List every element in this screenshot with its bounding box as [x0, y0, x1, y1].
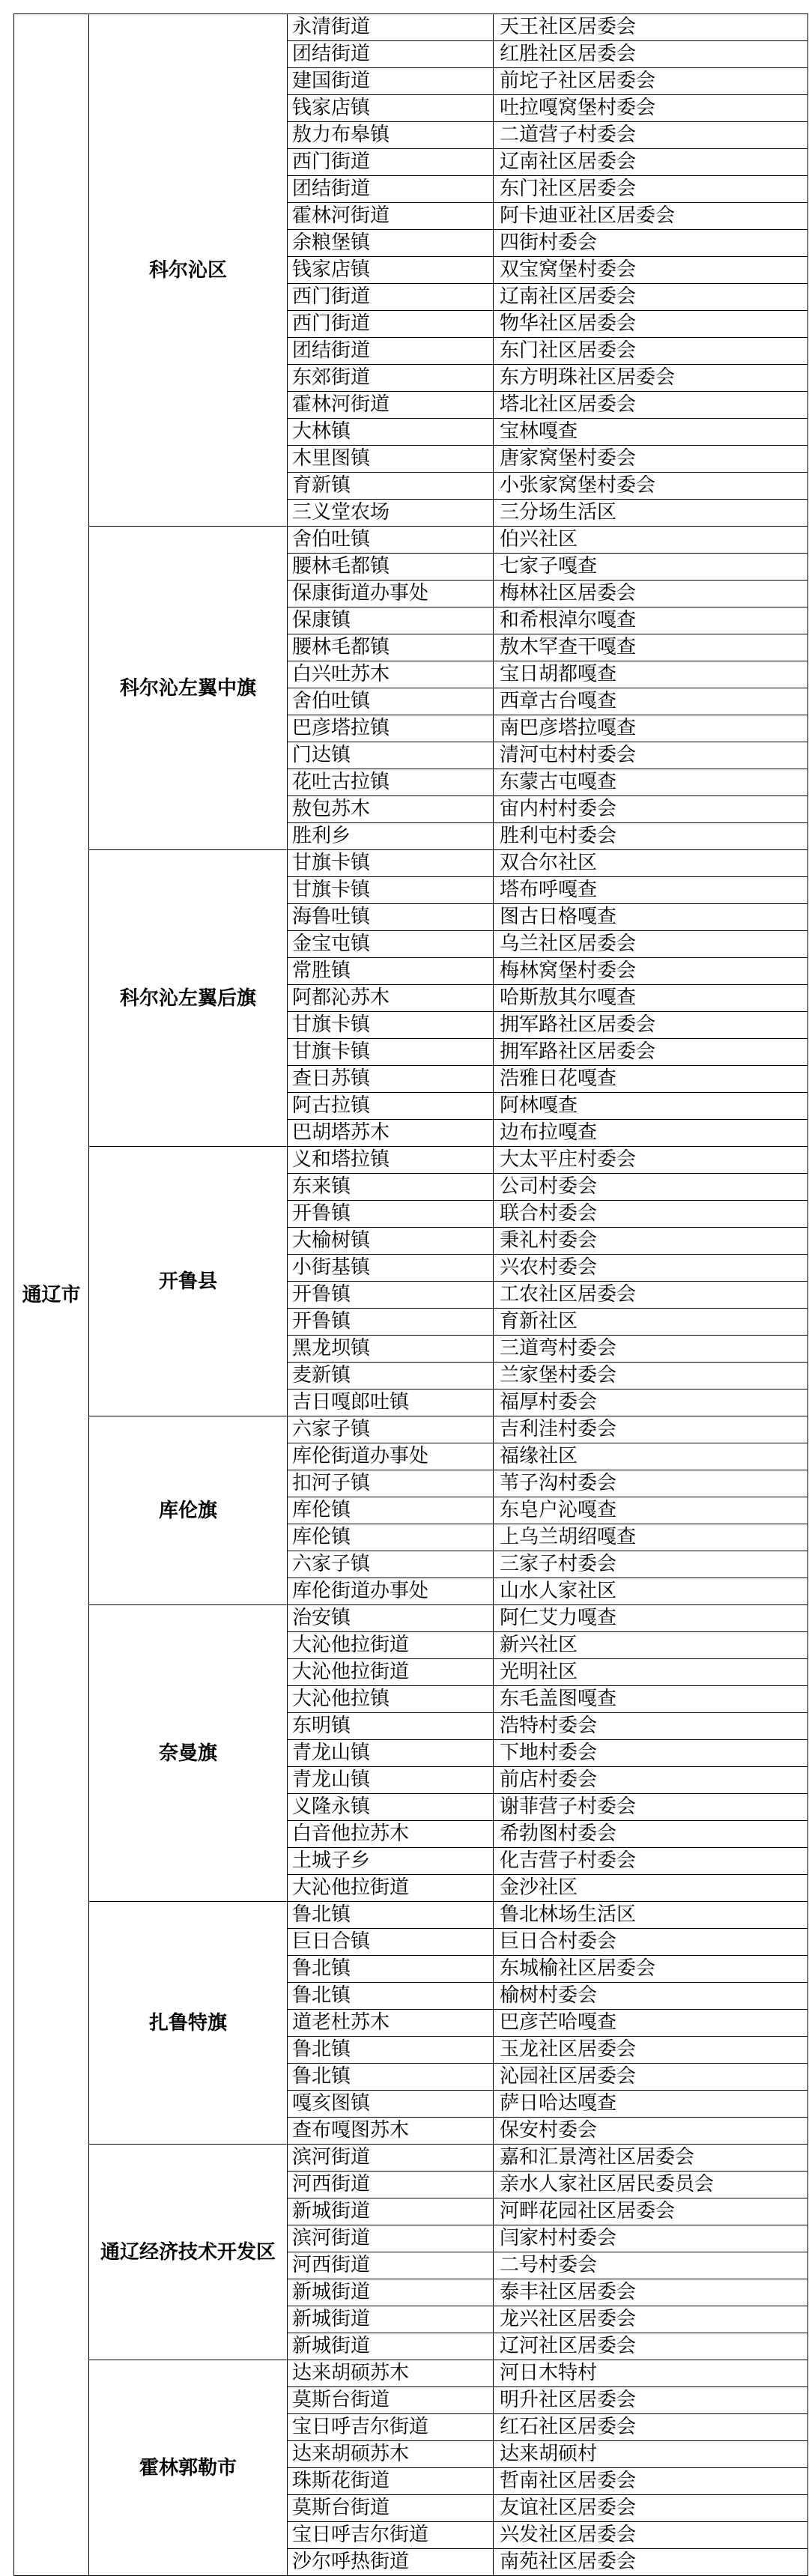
- town-cell: 查布嘎图苏木: [288, 2118, 494, 2145]
- community-table: [13, 13, 808, 2576]
- town-cell: 库伦街道办事处: [288, 1578, 494, 1605]
- town-cell: 甘旗卡镇: [288, 877, 494, 904]
- community-cell: 阿卡迪亚社区居委会: [494, 203, 808, 230]
- town-cell: 白音他拉苏木: [288, 1821, 494, 1848]
- town-cell: 小街基镇: [288, 1255, 494, 1282]
- district-cell: 科尔沁区: [89, 14, 288, 527]
- community-cell: 巨日合村委会: [494, 1929, 808, 1956]
- community-cell: 物华社区居委会: [494, 311, 808, 338]
- community-cell: 和希根淖尔嘎查: [494, 607, 808, 634]
- community-cell: 河日木特村: [494, 2360, 808, 2387]
- town-cell: 东明镇: [288, 1713, 494, 1740]
- town-cell: 新城街道: [288, 2333, 494, 2360]
- town-cell: 宝日呼吉尔街道: [288, 2414, 494, 2441]
- community-cell: 大太平庄村委会: [494, 1147, 808, 1174]
- town-cell: 新城街道: [288, 2279, 494, 2306]
- town-cell: 河西街道: [288, 2252, 494, 2279]
- town-cell: 达来胡硕苏木: [288, 2360, 494, 2387]
- town-cell: 胜利乡: [288, 823, 494, 850]
- town-cell: 沙尔呼热街道: [288, 2549, 494, 2576]
- community-cell: 东方明珠社区居委会: [494, 365, 808, 392]
- town-cell: 鲁北镇: [288, 2037, 494, 2064]
- community-cell: 唐家窝堡村委会: [494, 446, 808, 473]
- district-cell: 霍林郭勒市: [89, 2360, 288, 2576]
- community-cell: 新兴社区: [494, 1632, 808, 1659]
- town-cell: 花吐古拉镇: [288, 769, 494, 796]
- town-cell: 腰林毛都镇: [288, 554, 494, 581]
- community-cell: 塔北社区居委会: [494, 392, 808, 419]
- town-cell: 鲁北镇: [288, 2064, 494, 2091]
- town-cell: 库伦镇: [288, 1524, 494, 1551]
- town-cell: 吉日嘎郎吐镇: [288, 1389, 494, 1416]
- community-cell: 南巴彦塔拉嘎查: [494, 715, 808, 742]
- table-row: [14, 1902, 808, 1929]
- community-cell: 秉礼村委会: [494, 1228, 808, 1255]
- community-cell: 河畔花园社区居委会: [494, 2198, 808, 2225]
- community-cell: 三家子村委会: [494, 1551, 808, 1578]
- town-cell: 鲁北镇: [288, 1902, 494, 1929]
- community-cell: 浩雅日花嘎查: [494, 1066, 808, 1093]
- town-cell: 团结街道: [288, 176, 494, 203]
- community-cell: 东皂户沁嘎查: [494, 1497, 808, 1524]
- community-cell: 阿林嘎查: [494, 1093, 808, 1120]
- town-cell: 宝日呼吉尔街道: [288, 2522, 494, 2549]
- community-cell: 沁园社区居委会: [494, 2064, 808, 2091]
- town-cell: 土城子乡: [288, 1848, 494, 1875]
- town-cell: 六家子镇: [288, 1416, 494, 1443]
- table-row: [14, 2145, 808, 2172]
- town-cell: 团结街道: [288, 338, 494, 365]
- district-cell: 科尔沁左翼中旗: [89, 527, 288, 850]
- town-cell: 麦新镇: [288, 1363, 494, 1389]
- city-cell: 通辽市: [14, 14, 89, 2576]
- community-cell: 四街村委会: [494, 230, 808, 257]
- community-cell: 友谊社区居委会: [494, 2495, 808, 2522]
- town-cell: 莫斯台街道: [288, 2387, 494, 2414]
- district-cell: 开鲁县: [89, 1147, 288, 1416]
- community-cell: 哲南社区居委会: [494, 2468, 808, 2495]
- town-cell: 舍伯吐镇: [288, 527, 494, 554]
- town-cell: 查日苏镇: [288, 1066, 494, 1093]
- town-cell: 六家子镇: [288, 1551, 494, 1578]
- community-cell: 公司村委会: [494, 1174, 808, 1201]
- community-cell: 兴农村委会: [494, 1255, 808, 1282]
- town-cell: 大林镇: [288, 419, 494, 446]
- community-cell: 三道弯村委会: [494, 1336, 808, 1363]
- town-cell: 保康街道办事处: [288, 581, 494, 607]
- town-cell: 嘎亥图镇: [288, 2091, 494, 2118]
- community-cell: 双宝窝堡村委会: [494, 257, 808, 284]
- table-row: [14, 14, 808, 41]
- community-cell: 东城榆社区居委会: [494, 1956, 808, 1983]
- community-cell: 榆树村委会: [494, 1983, 808, 2010]
- community-cell: 图古日格嘎查: [494, 904, 808, 931]
- community-cell: 东门社区居委会: [494, 338, 808, 365]
- district-cell: 通辽经济技术开发区: [89, 2145, 288, 2360]
- table-row: [14, 1416, 808, 1443]
- community-cell: 工农社区居委会: [494, 1282, 808, 1309]
- table-row: [14, 1147, 808, 1174]
- town-cell: 扣河子镇: [288, 1470, 494, 1497]
- community-cell: 二道营子村委会: [494, 122, 808, 149]
- community-cell: 辽河社区居委会: [494, 2333, 808, 2360]
- town-cell: 义隆永镇: [288, 1794, 494, 1821]
- community-cell: 嘉和汇景湾社区居委会: [494, 2145, 808, 2172]
- town-cell: 钱家店镇: [288, 257, 494, 284]
- town-cell: 鲁北镇: [288, 1983, 494, 2010]
- town-cell: 滨河街道: [288, 2225, 494, 2252]
- community-cell: 敖木罕查干嘎查: [494, 634, 808, 661]
- community-cell: 兴发社区居委会: [494, 2522, 808, 2549]
- town-cell: 阿都沁苏木: [288, 985, 494, 1012]
- town-cell: 青龙山镇: [288, 1767, 494, 1794]
- community-cell: 梅林社区居委会: [494, 581, 808, 607]
- community-cell: 希勃图村委会: [494, 1821, 808, 1848]
- town-cell: 霍林河街道: [288, 392, 494, 419]
- town-cell: 滨河街道: [288, 2145, 494, 2172]
- community-cell: 联合村委会: [494, 1201, 808, 1228]
- community-cell: 福厚村委会: [494, 1389, 808, 1416]
- town-cell: 开鲁镇: [288, 1201, 494, 1228]
- community-cell: 伯兴社区: [494, 527, 808, 554]
- community-cell: 宝林嘎查: [494, 419, 808, 446]
- town-cell: 巨日合镇: [288, 1929, 494, 1956]
- community-cell: 吉利洼村委会: [494, 1416, 808, 1443]
- community-cell: 七家子嘎查: [494, 554, 808, 581]
- community-cell: 育新社区: [494, 1309, 808, 1336]
- community-cell: 三分场生活区: [494, 500, 808, 527]
- community-cell: 红石社区居委会: [494, 2414, 808, 2441]
- town-cell: 金宝屯镇: [288, 931, 494, 958]
- town-cell: 阿古拉镇: [288, 1093, 494, 1120]
- community-cell: 苇子沟村委会: [494, 1470, 808, 1497]
- town-cell: 鲁北镇: [288, 1956, 494, 1983]
- community-cell: 山水人家社区: [494, 1578, 808, 1605]
- town-cell: 义和塔拉镇: [288, 1147, 494, 1174]
- community-cell: 哈斯敖其尔嘎查: [494, 985, 808, 1012]
- town-cell: 常胜镇: [288, 958, 494, 985]
- table-body: [14, 14, 808, 2576]
- town-cell: 大沁他拉街道: [288, 1875, 494, 1902]
- community-cell: 达来胡硕村: [494, 2441, 808, 2468]
- community-cell: 天王社区居委会: [494, 14, 808, 41]
- town-cell: 团结街道: [288, 41, 494, 68]
- town-cell: 门达镇: [288, 742, 494, 769]
- community-cell: 胜利屯村委会: [494, 823, 808, 850]
- table-row: [14, 527, 808, 554]
- town-cell: 东来镇: [288, 1174, 494, 1201]
- community-cell: 兰家堡村委会: [494, 1363, 808, 1389]
- community-cell: 浩特村委会: [494, 1713, 808, 1740]
- community-cell: 萨日哈达嘎查: [494, 2091, 808, 2118]
- district-cell: 扎鲁特旗: [89, 1902, 288, 2145]
- community-cell: 阿仁艾力嘎查: [494, 1605, 808, 1632]
- community-cell: 东蒙古屯嘎查: [494, 769, 808, 796]
- town-cell: 新城街道: [288, 2306, 494, 2333]
- table-row: [14, 1605, 808, 1632]
- community-cell: 拥军路社区居委会: [494, 1039, 808, 1066]
- town-cell: 青龙山镇: [288, 1740, 494, 1767]
- community-cell: 红胜社区居委会: [494, 41, 808, 68]
- community-cell: 泰丰社区居委会: [494, 2279, 808, 2306]
- community-cell: 辽南社区居委会: [494, 284, 808, 311]
- community-cell: 下地村委会: [494, 1740, 808, 1767]
- town-cell: 开鲁镇: [288, 1282, 494, 1309]
- community-cell: 闫家村村委会: [494, 2225, 808, 2252]
- town-cell: 珠斯花街道: [288, 2468, 494, 2495]
- community-cell: 玉龙社区居委会: [494, 2037, 808, 2064]
- community-cell: 东门社区居委会: [494, 176, 808, 203]
- town-cell: 甘旗卡镇: [288, 850, 494, 877]
- community-cell: 巴彦芒哈嘎查: [494, 2010, 808, 2037]
- town-cell: 开鲁镇: [288, 1309, 494, 1336]
- town-cell: 舍伯吐镇: [288, 688, 494, 715]
- community-cell: 谢菲营子村委会: [494, 1794, 808, 1821]
- community-cell: 福缘社区: [494, 1443, 808, 1470]
- community-cell: 塔布呼嘎查: [494, 877, 808, 904]
- community-cell: 西章古台嘎查: [494, 688, 808, 715]
- town-cell: 保康镇: [288, 607, 494, 634]
- community-cell: 吐拉嘎窝堡村委会: [494, 95, 808, 122]
- community-cell: 前坨子社区居委会: [494, 68, 808, 95]
- community-cell: 亲水人家社区居民委员会: [494, 2172, 808, 2198]
- community-cell: 东毛盖图嘎查: [494, 1686, 808, 1713]
- table-row: [14, 850, 808, 877]
- town-cell: 莫斯台街道: [288, 2495, 494, 2522]
- town-cell: 大沁他拉镇: [288, 1686, 494, 1713]
- town-cell: 建国街道: [288, 68, 494, 95]
- town-cell: 钱家店镇: [288, 95, 494, 122]
- town-cell: 大榆树镇: [288, 1228, 494, 1255]
- town-cell: 育新镇: [288, 473, 494, 500]
- community-cell: 前店村委会: [494, 1767, 808, 1794]
- town-cell: 腰林毛都镇: [288, 634, 494, 661]
- town-cell: 库伦镇: [288, 1497, 494, 1524]
- town-cell: 东郊街道: [288, 365, 494, 392]
- town-cell: 库伦街道办事处: [288, 1443, 494, 1470]
- town-cell: 甘旗卡镇: [288, 1012, 494, 1039]
- table-row: [14, 2360, 808, 2387]
- community-cell: 南苑社区居委会: [494, 2549, 808, 2576]
- community-cell: 辽南社区居委会: [494, 149, 808, 176]
- town-cell: 大沁他拉街道: [288, 1659, 494, 1686]
- community-cell: 二号村委会: [494, 2252, 808, 2279]
- town-cell: 敖力布皋镇: [288, 122, 494, 149]
- town-cell: 敖包苏木: [288, 796, 494, 823]
- town-cell: 新城街道: [288, 2198, 494, 2225]
- community-cell: 金沙社区: [494, 1875, 808, 1902]
- community-cell: 边布拉嘎查: [494, 1120, 808, 1147]
- town-cell: 达来胡硕苏木: [288, 2441, 494, 2468]
- district-cell: 库伦旗: [89, 1416, 288, 1605]
- community-cell: 龙兴社区居委会: [494, 2306, 808, 2333]
- town-cell: 余粮堡镇: [288, 230, 494, 257]
- town-cell: 巴彦塔拉镇: [288, 715, 494, 742]
- community-cell: 上乌兰胡绍嘎查: [494, 1524, 808, 1551]
- community-cell: 宙内村村委会: [494, 796, 808, 823]
- town-cell: 西门街道: [288, 149, 494, 176]
- town-cell: 河西街道: [288, 2172, 494, 2198]
- town-cell: 三义堂农场: [288, 500, 494, 527]
- town-cell: 海鲁吐镇: [288, 904, 494, 931]
- community-cell: 宝日胡都嘎查: [494, 661, 808, 688]
- district-cell: 奈曼旗: [89, 1605, 288, 1902]
- community-cell: 梅林窝堡村委会: [494, 958, 808, 985]
- town-cell: 大沁他拉街道: [288, 1632, 494, 1659]
- community-cell: 保安村委会: [494, 2118, 808, 2145]
- community-cell: 化吉营子村委会: [494, 1848, 808, 1875]
- community-cell: 清河屯村村委会: [494, 742, 808, 769]
- town-cell: 治安镇: [288, 1605, 494, 1632]
- town-cell: 巴胡塔苏木: [288, 1120, 494, 1147]
- community-cell: 光明社区: [494, 1659, 808, 1686]
- community-cell: 小张家窝堡村委会: [494, 473, 808, 500]
- town-cell: 西门街道: [288, 284, 494, 311]
- town-cell: 白兴吐苏木: [288, 661, 494, 688]
- town-cell: 道老杜苏木: [288, 2010, 494, 2037]
- community-cell: 乌兰社区居委会: [494, 931, 808, 958]
- town-cell: 木里图镇: [288, 446, 494, 473]
- town-cell: 西门街道: [288, 311, 494, 338]
- community-cell: 明升社区居委会: [494, 2387, 808, 2414]
- community-cell: 鲁北林场生活区: [494, 1902, 808, 1929]
- town-cell: 甘旗卡镇: [288, 1039, 494, 1066]
- town-cell: 霍林河街道: [288, 203, 494, 230]
- town-cell: 永清街道: [288, 14, 494, 41]
- district-cell: 科尔沁左翼后旗: [89, 850, 288, 1147]
- community-cell: 双合尔社区: [494, 850, 808, 877]
- town-cell: 黑龙坝镇: [288, 1336, 494, 1363]
- community-cell: 拥军路社区居委会: [494, 1012, 808, 1039]
